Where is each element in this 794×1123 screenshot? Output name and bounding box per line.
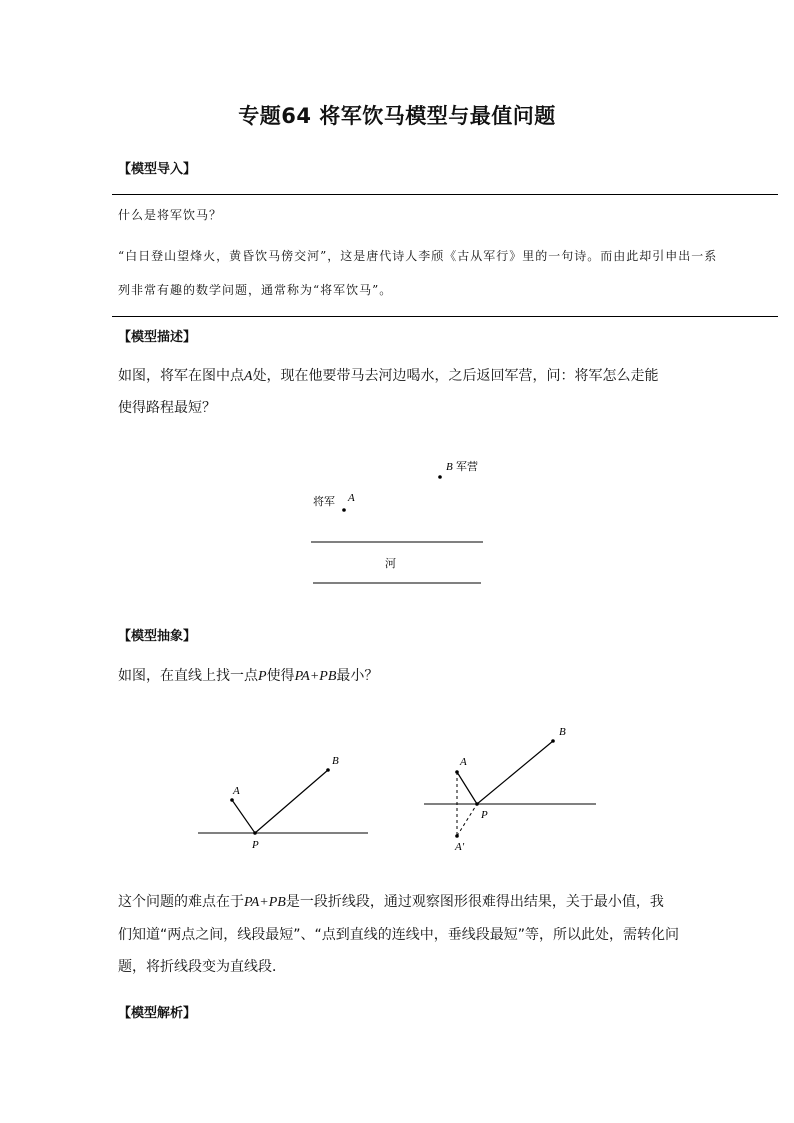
abstract-text-c: 最小？: [336, 668, 379, 684]
point-b-dot: [326, 768, 330, 772]
point-p-label: P: [252, 839, 259, 851]
describe-point-a: A: [244, 369, 253, 384]
intro-question: 什么是将军饮马？: [118, 208, 223, 222]
segment-pb: [477, 741, 553, 804]
point-a-label: A: [348, 492, 355, 504]
describe-line1: [118, 361, 659, 392]
section-heading-describe: 【模型描述】: [118, 330, 197, 345]
point-a-prime-dot: [455, 834, 459, 838]
figure-model-right: [418, 718, 608, 858]
segment-pa: [457, 772, 477, 804]
segment-pa: [232, 800, 255, 833]
explain-expr: PA+PB: [244, 895, 286, 910]
segment-pa-prime: [457, 804, 477, 836]
intro-paragraph-line1: “白日登山望烽火，黄昏饮马傍交河”，这是唐代诗人李颀《古从军行》里的一句诗。而由此却引申出一系: [118, 249, 718, 263]
divider-top: [112, 194, 778, 195]
point-p-dot: [475, 802, 479, 806]
explain-line2: 们知道“两点之间，线段最短”、“点到直线的连线中，垂线段最短”等，所以此处，需转化问: [118, 927, 680, 943]
abstract-text-b: 使得: [266, 668, 295, 684]
point-p-label: P: [481, 809, 488, 821]
abstract-expr: PA+PB: [294, 669, 337, 684]
describe-text-a: 如图，将军在图中点: [118, 368, 244, 384]
explain-text-a: 这个问题的难点在于: [118, 894, 244, 910]
explain-line1: [118, 887, 664, 918]
abstract-point-p: P: [258, 669, 267, 684]
section-heading-intro: 【模型导入】: [118, 162, 197, 177]
abstract-line: [118, 661, 378, 692]
point-b-label: B: [446, 461, 453, 473]
point-b-label: B: [332, 755, 339, 767]
describe-line2: 使得路程最短？: [118, 400, 216, 416]
divider-bottom: [112, 316, 778, 317]
point-b-label: B: [559, 726, 566, 738]
figure-river: [300, 452, 500, 592]
point-a-dot: [455, 770, 459, 774]
camp-label: 军营: [456, 461, 478, 473]
point-a-label: A: [460, 756, 467, 768]
abstract-text-a: 如图，在直线上找一点: [118, 668, 258, 684]
explain-line3: 题，将折线段变为直线段．: [118, 959, 286, 975]
point-a-prime-label: A′: [455, 841, 465, 853]
point-a-dot: [230, 798, 234, 802]
describe-text-b: 处，现在他要带马去河边喝水，之后返回军营，问：将军怎么走能: [252, 368, 659, 384]
point-b-dot: [438, 475, 442, 479]
segment-pb: [255, 770, 328, 833]
point-a-dot: [342, 508, 346, 512]
river-label: 河: [385, 558, 396, 570]
general-label: 将军: [313, 496, 335, 508]
page-title: 专题64 将军饮马模型与最值问题: [238, 104, 556, 128]
point-p-dot: [253, 831, 257, 835]
point-a-label: A: [233, 785, 240, 797]
section-heading-analysis: 【模型解析】: [118, 1006, 197, 1021]
explain-text-b: 是一段折线段，通过观察图形很难得出结果，关于最小值，我: [285, 894, 664, 910]
intro-paragraph-line2: 列非常有趣的数学问题，通常称为“将军饮马”。: [118, 283, 393, 297]
figure-model-left: [190, 745, 380, 860]
section-heading-abstract: 【模型抽象】: [118, 629, 197, 644]
point-b-dot: [551, 739, 555, 743]
